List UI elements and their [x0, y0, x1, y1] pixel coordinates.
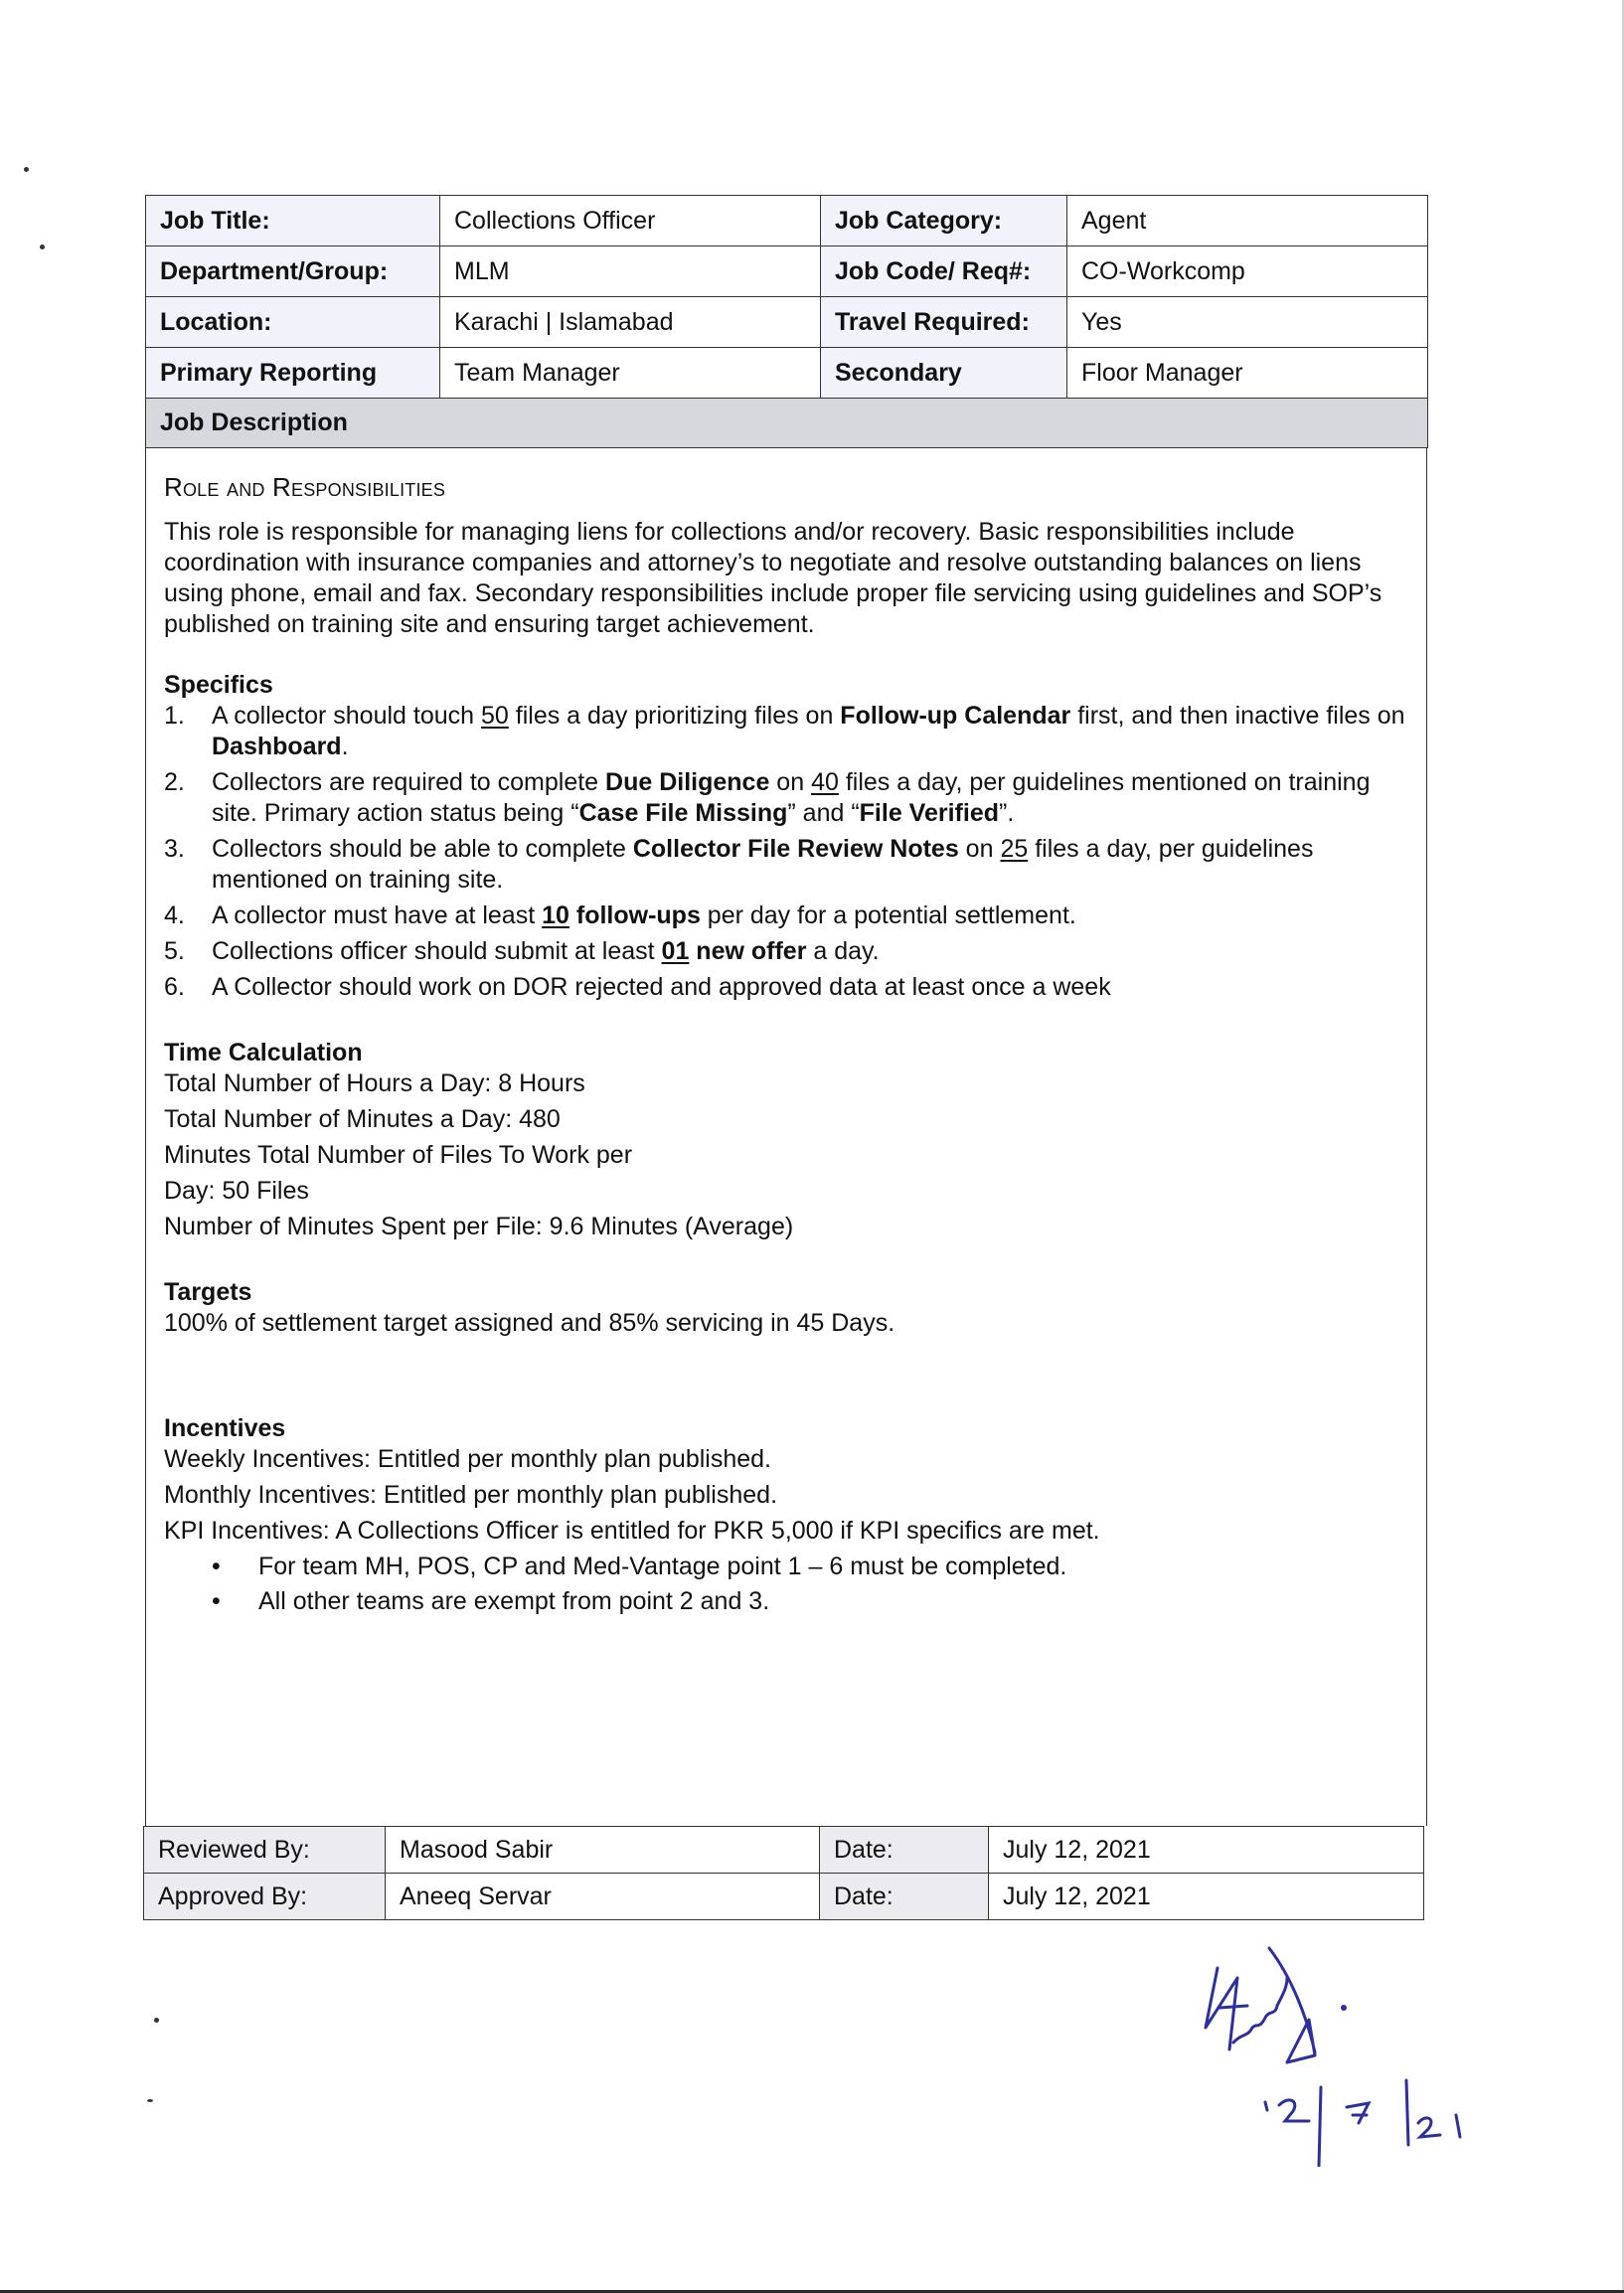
list-item: 2. Collectors are required to complete Due Diligence on 40 files a day, per guidelines mentioned on training site. Primary action status being “Case File Missing” and “File Verified”. [164, 768, 1371, 827]
review-date-value: July 12, 2021 [989, 1827, 1424, 1874]
job-info-table [145, 195, 1428, 448]
time-line: Number of Minutes Spent per File: 9.6 Minutes (Average) [164, 1213, 794, 1240]
bullet-icon: • [212, 1553, 221, 1580]
incentive-line: KPI Incentives: A Collections Officer is entitled for PKR 5,000 if KPI specifics are met. [164, 1517, 1100, 1545]
scan-speck [154, 2018, 159, 2023]
primary-reporting-value: Team Manager [440, 348, 821, 399]
table-row [146, 297, 1428, 348]
approved-by-label: Approved By: [144, 1874, 386, 1920]
incentive-line: Weekly Incentives: Entitled per monthly plan published. [164, 1445, 771, 1473]
job-description-heading: Job Description [146, 399, 1428, 448]
department-value: MLM [440, 246, 821, 297]
specifics-list [164, 701, 1408, 1003]
handwritten-signature [1198, 1938, 1496, 2167]
reviewed-by-label: Reviewed By: [144, 1827, 386, 1874]
list-item: 3. Collectors should be able to complete Collector File Review Notes on 25 files a day, per guidelines mentioned on training site. [164, 835, 1314, 894]
time-line: Total Number of Hours a Day: 8 Hours [164, 1069, 585, 1097]
department-label: Department/Group: [146, 246, 440, 297]
date-label: Date: [820, 1874, 989, 1920]
approval-date-value: July 12, 2021 [989, 1874, 1424, 1920]
job-category-label: Job Category: [821, 196, 1067, 246]
table-row [146, 348, 1428, 399]
signoff-table [143, 1826, 1424, 1920]
travel-required-label: Travel Required: [821, 297, 1067, 348]
role-heading: Role and Responsibilities [164, 472, 446, 502]
table-row [144, 1874, 1424, 1920]
job-category-value: Agent [1067, 196, 1428, 246]
targets-text: 100% of settlement target assigned and 85% servicing in 45 Days. [164, 1309, 895, 1337]
incentive-bullets [164, 1552, 1408, 1617]
list-item: 6. A Collector should work on DOR rejected and approved data at least once a week [164, 973, 1111, 1001]
job-description-body [145, 448, 1427, 1826]
signature-icon [1206, 1948, 1346, 2062]
list-item: • For team MH, POS, CP and Med-Vantage point 1 – 6 must be completed. [212, 1553, 1067, 1580]
date-label: Date: [820, 1827, 989, 1874]
specifics-heading: Specifics [164, 671, 273, 699]
location-value: Karachi | Islamabad [440, 297, 821, 348]
primary-reporting-label: Primary Reporting [146, 348, 440, 399]
time-line: Minutes Total Number of Files To Work per [164, 1141, 633, 1169]
handwritten-date [1265, 2080, 1460, 2167]
secondary-reporting-value: Floor Manager [1067, 348, 1428, 399]
scan-speck [147, 2099, 153, 2102]
list-item: • All other teams are exempt from point 2 and 3. [212, 1587, 770, 1615]
time-line: Day: 50 Files [164, 1177, 309, 1205]
table-row [144, 1827, 1424, 1874]
job-title-value: Collections Officer [440, 196, 821, 246]
role-paragraph: This role is responsible for managing liens for collections and/or recovery. Basic responsibilities include coordination with insurance companies and attorney’s to negotiate and resolve outstanding balances on liens using phone, email and fax. Secondary responsibilities include proper file servicing using guidelines and SOP’s published on training site and ensuring target achievement. [164, 518, 1382, 638]
bullet-icon: • [212, 1587, 221, 1615]
job-code-value: CO-Workcomp [1067, 246, 1428, 297]
job-code-label: Job Code/ Req#: [821, 246, 1067, 297]
scan-speck [40, 245, 45, 249]
travel-required-value: Yes [1067, 297, 1428, 348]
scan-speck [24, 167, 29, 172]
incentive-line: Monthly Incentives: Entitled per monthly plan published. [164, 1481, 778, 1509]
approved-by-value: Aneeq Servar [386, 1874, 820, 1920]
table-row [146, 196, 1428, 246]
list-item: 1. A collector should touch 50 files a day prioritizing files on Follow-up Calendar first, and then inactive files on Dashboard. [164, 702, 1405, 760]
time-line: Total Number of Minutes a Day: 480 [164, 1105, 561, 1133]
job-description-document [145, 195, 1427, 1920]
targets-heading: Targets [164, 1278, 252, 1306]
secondary-reporting-label: Secondary [821, 348, 1067, 399]
list-item: 4. A collector must have at least 10 follow-ups per day for a potential settlement. [164, 901, 1076, 929]
location-label: Location: [146, 297, 440, 348]
reviewed-by-value: Masood Sabir [386, 1827, 820, 1874]
table-row [146, 246, 1428, 297]
job-title-label: Job Title: [146, 196, 440, 246]
table-row [146, 399, 1428, 448]
incentives-heading: Incentives [164, 1414, 286, 1442]
time-calculation-heading: Time Calculation [164, 1039, 363, 1066]
list-item: 5. Collections officer should submit at least 01 new offer a day. [164, 937, 880, 965]
